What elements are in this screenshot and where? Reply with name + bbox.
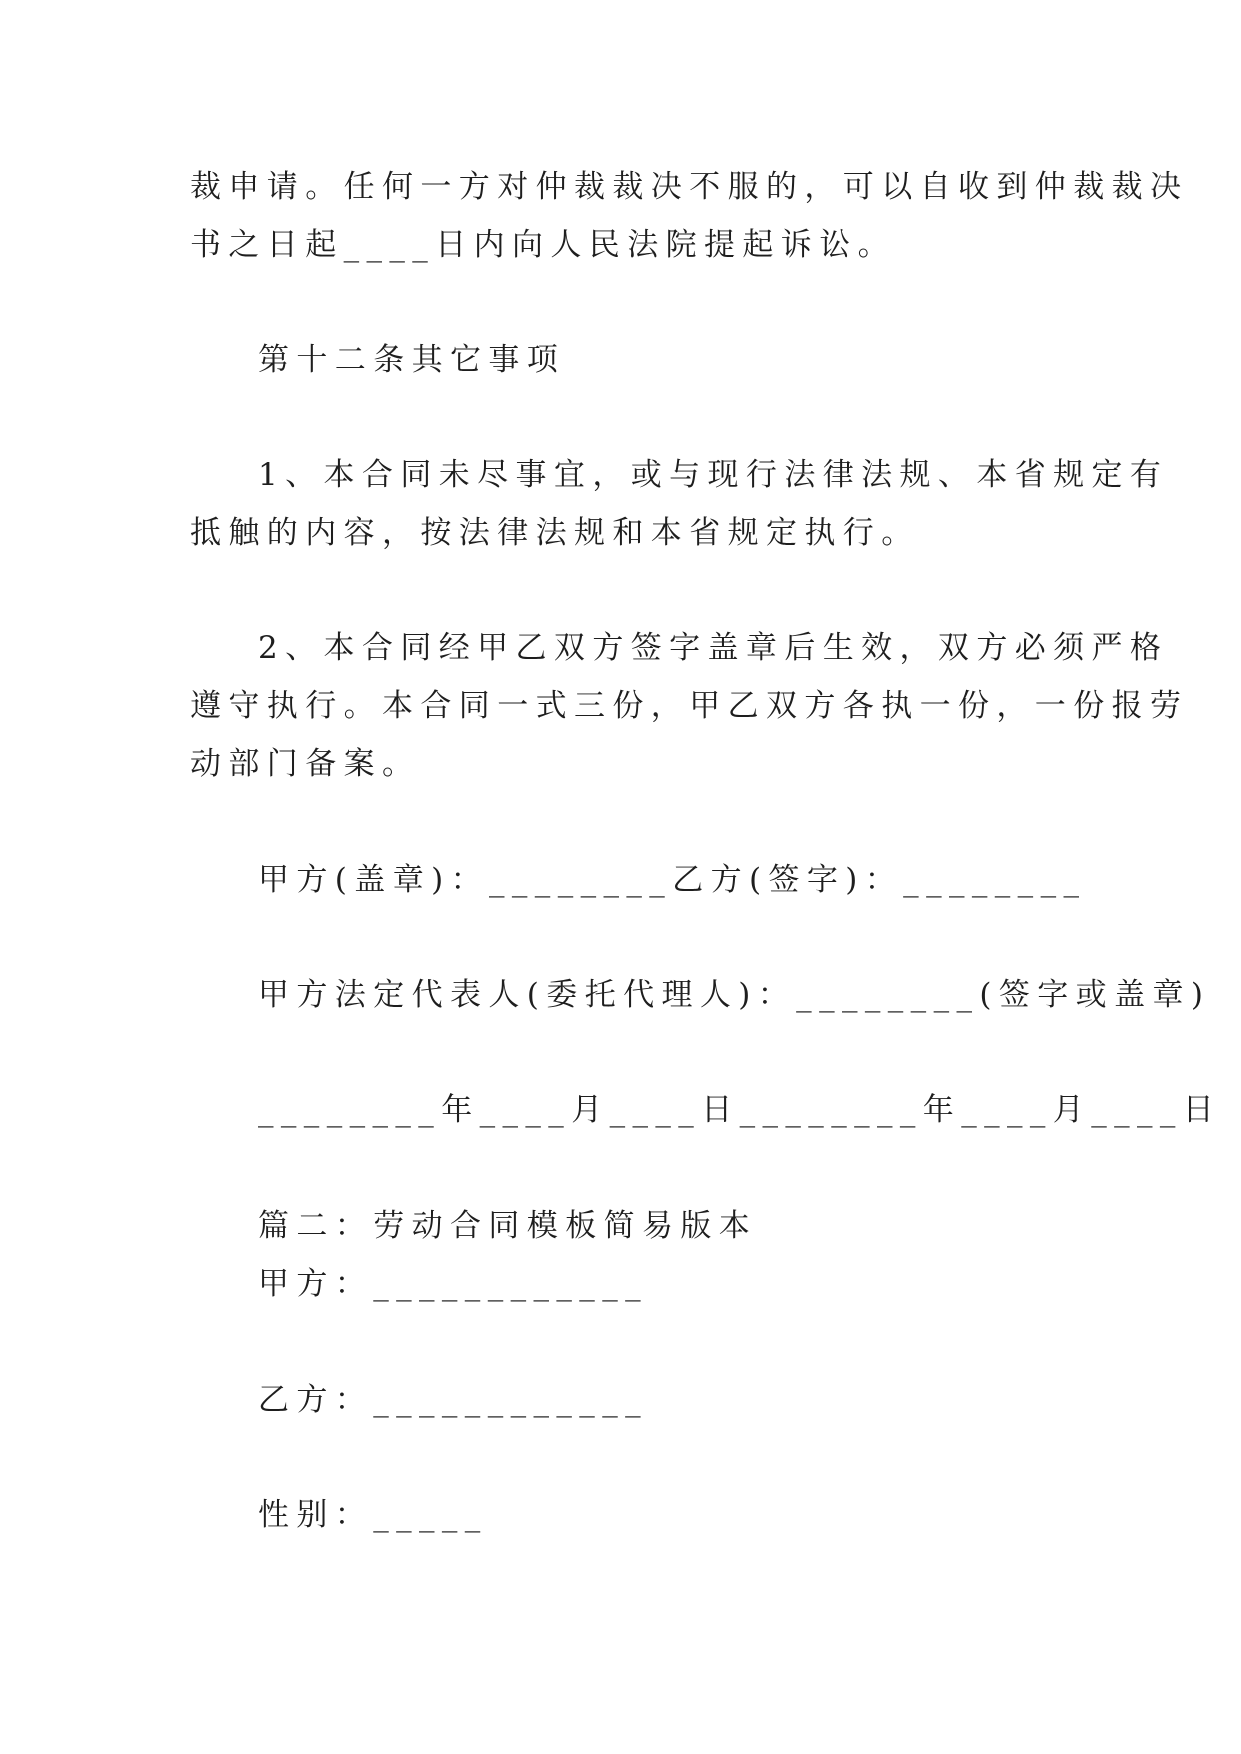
party-a-line: 甲方：____________: [258, 1266, 648, 1302]
part-two-title: 篇二：劳动合同模板简易版本: [258, 1208, 758, 1244]
clause-2-line-2: 遵守执行。本合同一式三份，甲乙双方各执一份，一份报劳: [190, 688, 1189, 724]
clause-2-line-3: 动部门备案。: [190, 746, 421, 782]
representative-line: 甲方法定代表人(委托代理人)：________(签字或盖章): [258, 977, 1211, 1013]
clause-2-line-1: 2、本合同经甲乙双方签字盖章后生效，双方必须严格: [258, 630, 1169, 666]
party-b-line: 乙方：____________: [258, 1382, 648, 1418]
clause-1-line-1: 1、本合同未尽事宜，或与现行法律法规、本省规定有: [258, 457, 1169, 493]
date-line: ________年____月____日________年____月____日: [258, 1092, 1222, 1128]
arbitration-paragraph-line-2: 书之日起____日内向人民法院提起诉讼。: [190, 227, 896, 263]
article-12-heading: 第十二条其它事项: [258, 342, 566, 378]
gender-line: 性别：_____: [258, 1497, 488, 1533]
clause-1-line-2: 抵触的内容，按法律法规和本省规定执行。: [190, 515, 920, 551]
arbitration-paragraph-line-1: 裁申请。任何一方对仲裁裁决不服的，可以自收到仲裁裁决: [190, 169, 1189, 205]
signature-line: 甲方(盖章)：________乙方(签字)：________: [258, 862, 1087, 898]
